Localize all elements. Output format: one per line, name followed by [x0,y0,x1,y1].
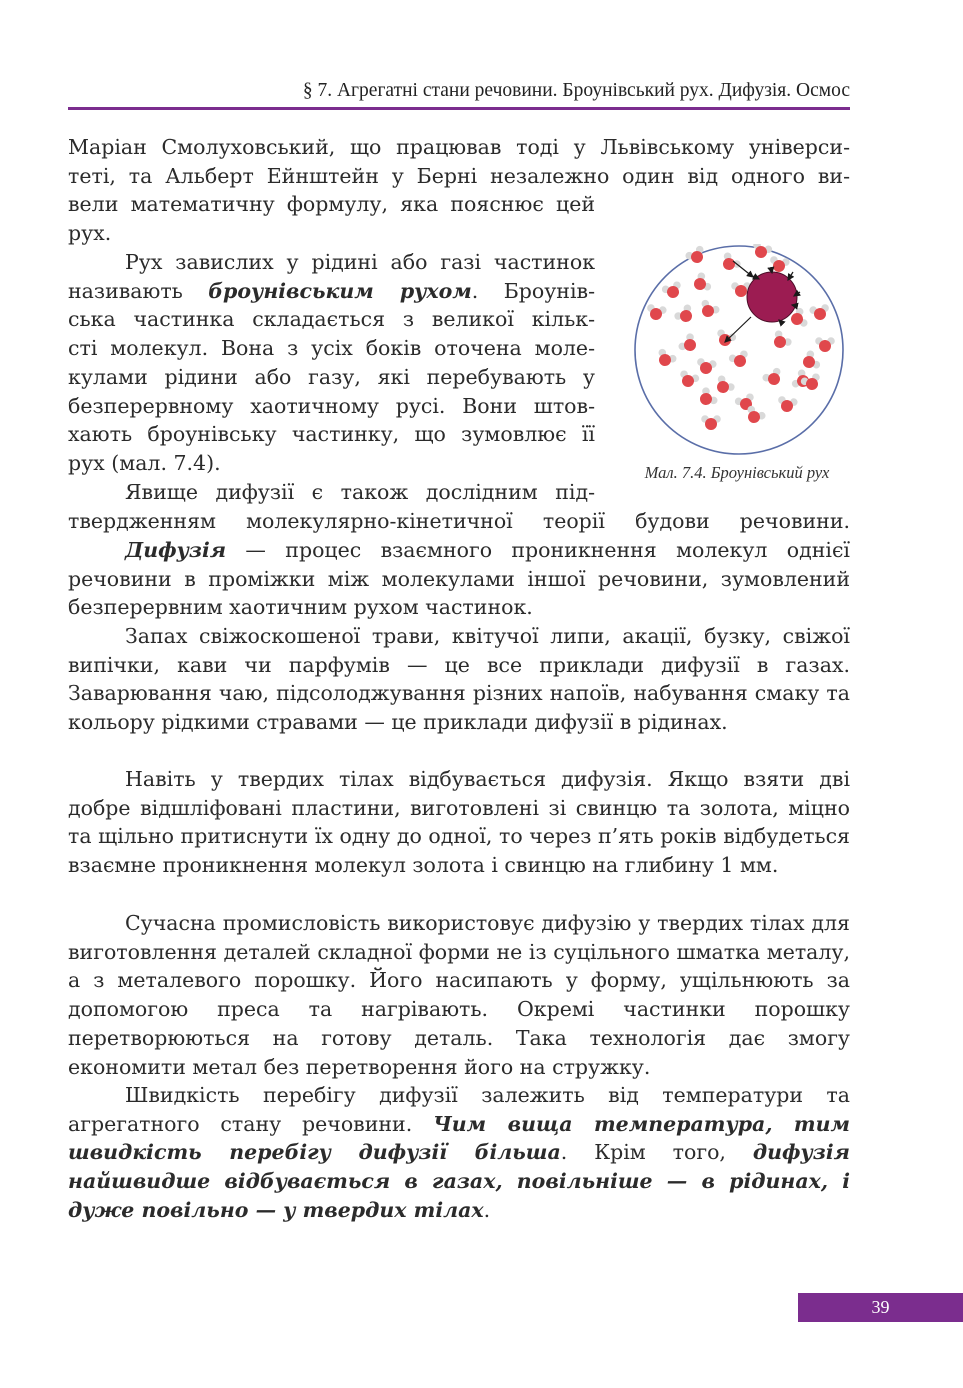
text-line: хають броунівську частинку, що зумовлює її [68,422,595,447]
term-brownian-motion: броунівським рухом [208,278,472,303]
page-number: 39 [798,1293,963,1322]
definition-text: — процес взаємного проникнення молекул однієї речовини в проміжки між молекулами іншої речовини, зумовлений безперервним хаотичним рухом частинок. [68,538,850,620]
paragraph-powder-metallurgy [68,909,850,1081]
oxygen-atom [735,285,747,297]
text-line: ська частинка складається з великої кільк- [68,307,595,332]
text-fragment: Швидкість перебігу дифузії залежить від температури та агрегатного стану речовини. [68,1083,850,1136]
container-circle [635,246,843,454]
text-fragment: . [483,1197,491,1222]
running-header: § 7. Агрегатні стани речовини. Броунівський рух. Дифузія. Осмос [302,80,850,101]
text-line: вели математичну формулу, яка пояснює цей [68,192,595,217]
text-line: Явище дифузії є також дослідним під- [125,480,595,504]
paragraph-solid-diffusion [68,765,850,880]
paragraph-text: Сучасна промисловість використовує дифузію у твердих тілах для виготовлення деталей складної форми не із суцільного шматка металу, а з металевого порошку. Його насипають у форму, ущільнюють за допомогою преса та нагрівають. Окремі частинки порошку перетворюються на готову деталь. Така технологія дає змогу економити метал без перетворення його на стружку. [68,911,850,1079]
brownian-particle [747,272,797,322]
text-line: Маріан Смолуховський, що працював тоді у Львівському універси- [68,135,850,159]
brownian-motion-figure [627,244,851,456]
emphasis-states: дифузія найшвидше відбувається в газах, повільніше — в рідинах, і дуже повільно — у твердих тілах [68,1140,850,1222]
text-line: рух (мал. 7.4). [68,450,221,475]
emphasis-temperature: Чим вища температура, тим швидкість перебігу дифузії більша [68,1111,850,1165]
paragraph-smoluchowski [68,133,850,248]
paragraph-text: Запах свіжоскошеної трави, квітучої липи, акації, бузку, свіжої випічки, кави чи парфумів — це все приклади дифузії в газах. Заварювання чаю, підсолоджування різних напоїв, набування смаку та кольору рідкими стравами — це приклади дифузії в рідинах. [68,624,850,735]
term-diffusion: Дифузія [125,538,227,562]
header-rule [68,107,850,110]
text-line: теті, та Альберт Ейнштейн у Берні незалежно один від одного ви- [68,163,850,188]
text-line [68,277,595,306]
text-line: рух. [68,221,112,246]
text-fragment: називають [68,278,209,303]
text-line: кулами рідини або газу, які перебувають у [68,364,595,389]
paragraph-diffusion-examples [68,622,850,737]
paragraph-text: Навіть у твердих тілах відбувається дифузія. Якщо взяти дві добре відшліфовані пластини, виготовлені зі свинцю та золота, міцно та щільно притиснути їх одну до одної, то через п’ять років відбудеться взаємне проникнення молекул золота і свинцю на глибину 1 мм. [68,767,850,878]
paragraph-diffusion-evidence [68,478,850,535]
oxygen-atom [705,418,717,430]
paragraph-diffusion-rate [68,1081,850,1225]
figure-caption: Мал. 7.4. Броунівський рух [644,463,830,482]
text-line: Рух завислих у рідині або газі частинок [125,250,595,274]
text-fragment: . Броунів- [471,278,595,303]
text-line: твердженням молекулярно-кінетичної теорії будови речовини. [68,508,850,533]
text-fragment: . Крім того, [560,1140,753,1165]
paragraph-diffusion-definition [68,536,850,622]
text-line: безперервному хаотичному русі. Вони штов- [68,393,595,418]
text-line: сті молекул. Вона з усіх боків оточена моле- [68,336,595,361]
oxygen-atom [819,340,831,352]
